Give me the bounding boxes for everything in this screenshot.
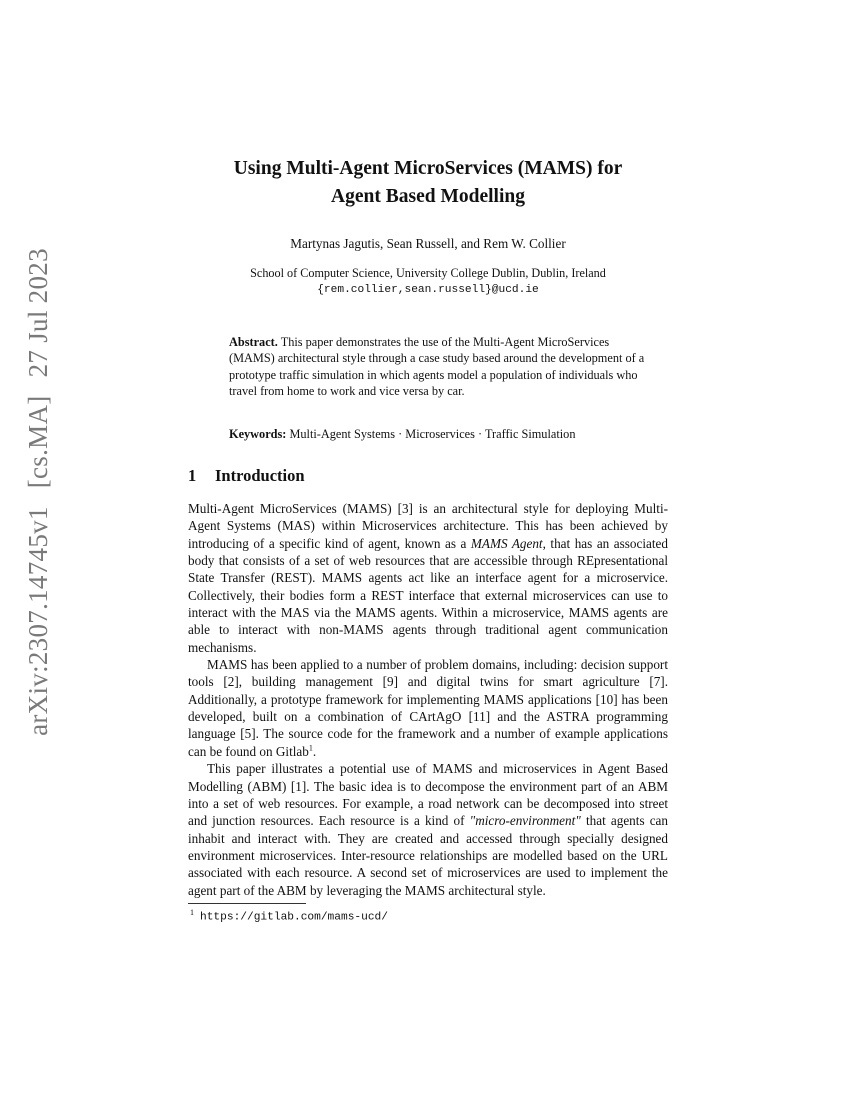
footnote-ref[interactable]: 1 <box>308 743 313 753</box>
paper-title <box>188 155 668 211</box>
keywords <box>229 426 647 442</box>
paragraph-2-part-a: MAMS has been applied to a number of problem domains, including: decision support tools [2], building management [9] and digital twins for smart agriculture [7]. Additionally, a prototype framework for implementing MAMS applications [10] has been developed, built on a combination of CArtAgO [11] and the ASTRA programming language [5]. The source code for the framework and a number of example applications can be found on Gitlab <box>188 657 668 759</box>
section-number: 1 <box>188 466 197 485</box>
keywords-text: Multi-Agent Systems · Microservices · Traffic Simulation <box>289 427 576 441</box>
abstract-text: This paper demonstrates the use of the Multi-Agent MicroServices (MAMS) architectural style through a case study based around the development of a prototype traffic simulation in which agents model a population of individuals who travel from home to work and vice versa by car. <box>229 335 645 398</box>
paragraph-2-part-b: . <box>312 743 317 759</box>
abstract <box>229 334 647 399</box>
paragraph-2 <box>188 656 668 760</box>
paragraph-1-part-a: Multi-Agent MicroServices (MAMS) [3] is an architectural style for deploying Multi-Agent Systems (MAS) within Microservices architecture. This has been achieved by introducing of a specific kind of agent, known as a <box>188 501 668 551</box>
title-line-1: Using Multi-Agent MicroServices (MAMS) for <box>233 158 623 179</box>
footnote-url[interactable]: https://gitlab.com/mams-ucd/ <box>200 911 388 924</box>
paragraph-3-emphasis: "micro-environment" <box>469 813 581 829</box>
affiliation: School of Computer Science, University College Dublin, Dublin, Ireland <box>250 266 606 280</box>
paragraph-1 <box>188 500 668 656</box>
keywords-label: Keywords: <box>229 427 287 441</box>
title-line-2: Agent Based Modelling <box>331 186 525 207</box>
paragraph-1-part-b: , that has an associated body that consists of a set of web resources that are accessible through REpresentational State Transfer (REST). MAMS agents act like an interface agent for a microservice. Collectively, their bodies form a REST interface that external microservices can use to interact with the MAS via the MAMS agents. Within a microservice, MAMS agents are able to interact with non-MAMS agents through traditional agent communication mechanisms. <box>188 535 668 655</box>
affiliation-block <box>188 265 668 299</box>
paragraph-3-part-a: This paper illustrates a potential use of MAMS and microservices in Agent Based Modelling (ABM) [1]. The basic idea is to decompose the environment part of an ABM into a set of web resources. For example, a road network can be decomposed into street and junction resources. Each resource is a kind of <box>188 761 668 829</box>
arxiv-stamp <box>16 192 60 792</box>
paragraph-3 <box>188 760 668 899</box>
footnote <box>190 908 668 924</box>
paragraph-1-emphasis: MAMS Agent <box>470 535 543 551</box>
footnote-mark: 1 <box>190 908 194 917</box>
authors: Martynas Jagutis, Sean Russell, and Rem W. Collier <box>290 236 566 251</box>
arxiv-date: 27 Jul 2023 <box>22 248 53 378</box>
footnote-divider <box>188 903 306 904</box>
section-heading <box>188 466 668 486</box>
arxiv-id[interactable]: arXiv:2307.14745v1 <box>22 506 53 736</box>
section-title: Introduction <box>215 466 305 485</box>
author-email[interactable]: {rem.collier,sean.russell}@ucd.ie <box>317 284 539 296</box>
body-text <box>188 500 668 899</box>
abstract-label: Abstract. <box>229 335 278 349</box>
arxiv-category: [cs.MA] <box>22 395 53 489</box>
paragraph-3-part-b: that agents can inhabit and interact with. They are created and accessed through specially designed environment microservices. Inter-resource relationships are modelled based on the URL associated with each resource. A second set of microservices are used to implement the agent part of the ABM by leveraging the MAMS architectural style. <box>188 813 669 898</box>
